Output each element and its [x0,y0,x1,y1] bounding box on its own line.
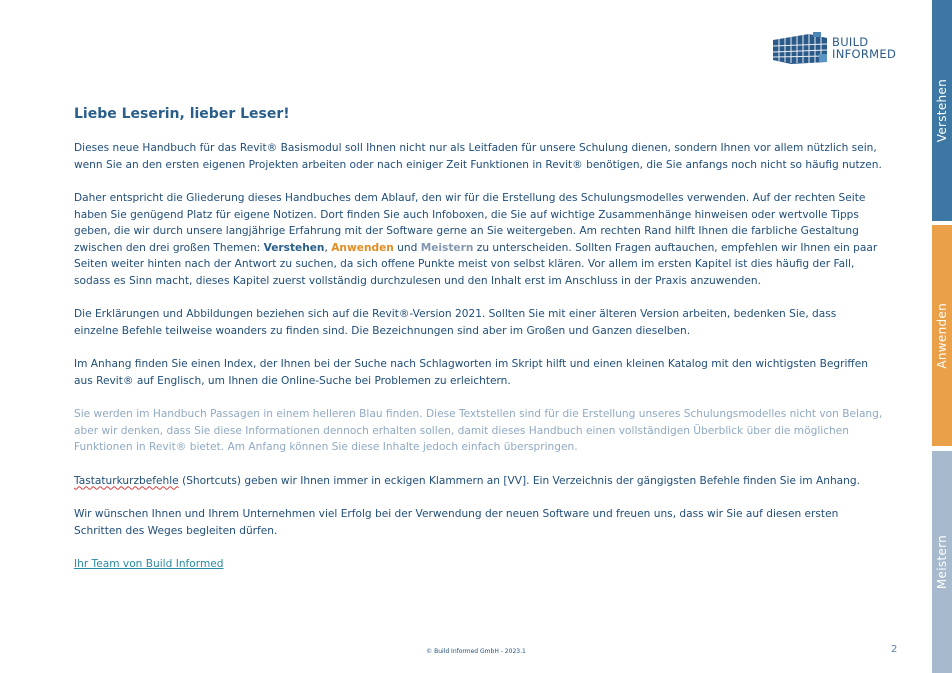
paragraph-structure [74,190,884,289]
footer-copyright: © Build Informed GmbH - 2023.1 [426,648,526,655]
paragraph-structure-text-1: Daher entspricht die Gliederung dieses Handbuches dem Ablauf, den wir für die Erstellung des Schulungsmodelles verwenden. Auf der rechten Seite haben Sie genügend Platz für eigene Notizen. Dort finden Sie auch Infoboxen, die Sie auf wichtige Zusammenhänge hinweisen oder wertvolle Tipps geben, die wir durch unsere langjährige Erfahrung mit der Software gerne an Sie weitergeben. Am rechten Rand hilft Ihnen die farbliche Gestaltung zwischen den drei großen Themen: [74,192,866,254]
tab-verstehen [932,0,952,221]
tab-meistern-label: Meistern [935,534,949,590]
tab-anwenden [932,225,952,446]
keyword-meistern: Meistern [420,241,474,254]
company-logo [773,32,896,64]
paragraph-closing: Wir wünschen Ihnen und Ihrem Unternehmen viel Erfolg bei der Verwendung der neuen Software und freuen uns, dass wir Sie auf diesen ersten Schritten des Weges begleiten dürfen. [74,508,839,537]
paragraph-structure-und: und [393,241,421,254]
tab-anwenden-label: Anwenden [935,302,949,369]
letter-body [74,104,884,573]
page-number: 2 [891,644,898,655]
paragraph-structure-comma: , [324,241,332,254]
keyword-anwenden: Anwenden [331,241,394,254]
paragraph-intro: Dieses neue Handbuch für das Revit® Basismodul soll Ihnen nicht nur als Leitfaden für unsere Schulung dienen, sondern Ihnen vor allem nützlich sein, wenn Sie an den ersten eigenen Projekten arbeiten oder nach einiger Zeit Funktionen in Revit® benötigen, die Sie anfangs noch nicht so häufig nutzen. [74,142,882,171]
keyword-verstehen: Verstehen [263,241,325,254]
spellcheck-word: Tastaturkurzbefehle [74,474,179,487]
tab-verstehen-label: Verstehen [935,78,949,143]
paragraph-index: Im Anhang finden Sie einen Index, der Ihnen bei der Suche nach Schlagworten im Skript hilft und einen kleinen Katalog mit den wichtigsten Begriffen aus Revit® auf Englisch, um Ihnen die Online-Suche bei Problemen zu erleichtern. [74,358,868,387]
paragraph-structure-text-2: zu unterscheiden. Sollten Fragen auftauchen, empfehlen wir Ihnen ein paar Seiten weiter hinten nach der Antwort zu suchen, da sich offene Punkte meist von selbst klären. Vor allem im ersten Kapitel ist dies häufig der Fall, sodass es Sinn macht, dieses Kapitel zuerst vollständig durchzulesen und den Inhalt erst im Anschluss in der Praxis anzuwenden. [74,241,878,287]
logo-wordmark [832,36,896,60]
signature-link[interactable]: Ihr Team von Build Informed [74,558,224,570]
logo-line-2: INFORMED [832,47,897,61]
page-title: Liebe Leserin, lieber Leser! [74,106,290,122]
logo-line-1: BUILD [832,35,869,49]
tab-meistern [932,451,952,673]
paragraph-version: Die Erklärungen und Abbildungen beziehen sich auf die Revit®-Version 2021. Sollten Sie mit einer älteren Version arbeiten, bedenken Sie, dass einzelne Befehle teilweise woanders zu finden sind. Die Bezeichnungen sind aber im Großen und Ganzen dieselben. [74,308,837,337]
paragraph-light-blue: Sie werden im Handbuch Passagen in einem helleren Blau finden. Diese Textstellen sind für die Erstellung unseres Schulungsmodelles nicht von Belang, aber wir denken, dass Sie diese Informationen dennoch erhalten sollen, damit dieses Handbuch einen vollständigen Überblick über die möglichen Funktionen in Revit® bietet. Am Anfang können Sie diese Inhalte jedoch einfach überspringen. [74,408,883,453]
paragraph-shortcuts-text: (Shortcuts) geben wir Ihnen immer in eckigen Klammern an [VV]. Ein Verzeichnis der gängigsten Befehle finden Sie im Anhang. [178,474,860,487]
building-blocks-logo-icon [773,32,827,64]
paragraph-shortcuts [74,473,884,490]
